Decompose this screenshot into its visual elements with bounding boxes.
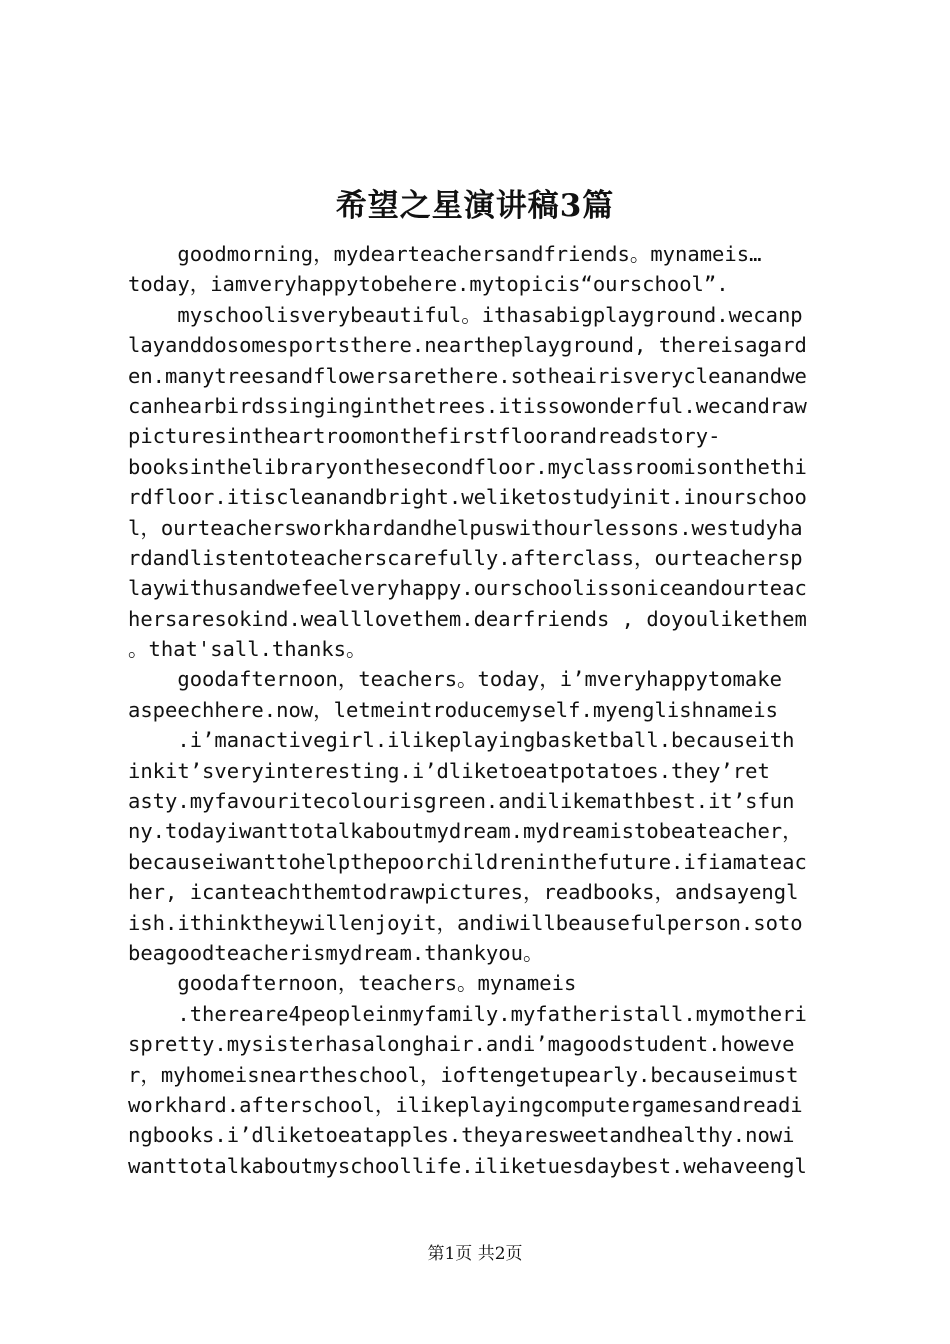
text-line: wanttotalkaboutmyschoollife.iliketuesdaybest.wehaveengl: [128, 1153, 807, 1178]
text-line: r，myhomeisneartheschool，ioftengetupearly.becauseimust: [128, 1062, 799, 1087]
text-line: inkit’sveryinteresting.i’dliketoeatpotatoes.they’ret: [128, 758, 770, 783]
text-line: goodafternoon，teachers。today，i’mveryhappytomake: [128, 667, 782, 692]
text-line: ngbooks.i’dliketoeatapples.theyaresweetandhealthy.nowi: [128, 1123, 795, 1148]
text-line: canhearbirdssinginginthetrees.itissowonderful.wecandraw: [128, 393, 807, 418]
text-line: aspeechhere.now，letmeintroducemyself.myenglishnameis: [128, 697, 778, 722]
text-line: .i’manactivegirl.ilikeplayingbasketball.becauseith: [128, 728, 795, 753]
document-body: [128, 239, 834, 1181]
document-title: 希望之星演讲稿3篇: [335, 188, 615, 224]
text-line: today，iamveryhappytobehere.mytopicis“ourschool”.: [128, 272, 729, 297]
text-line: en.manytreesandflowersarethere.sotheairisverycleanandwe: [128, 363, 807, 388]
text-line: workhard.afterschool，ilikeplayingcomputergamesandreadi: [128, 1092, 803, 1117]
text-line: .thereare4peopleinmyfamily.myfatheristall.mymotheri: [128, 1001, 807, 1026]
text-line: myschoolisverybeautiful。ithasabigplayground.wecanp: [128, 302, 803, 327]
text-line: ny.todayiwanttotalkaboutmydream.mydreamistobeateacher，: [128, 819, 803, 844]
text-line: beagoodteacherismydream.thankyou。: [128, 940, 544, 965]
text-line: rdfloor.itiscleanandbright.weliketostudyinit.inourschoo: [128, 485, 807, 510]
text-line: rdandlistentoteacherscarefully.afterclass，ourteachersp: [128, 545, 803, 570]
text-line: hersaresokind.wealllovethem.dearfriends , doyoulikethem: [128, 606, 807, 631]
text-line: her, icanteachthemtodrawpictures，readbooks，andsayengl: [128, 880, 799, 905]
text-line: 。that'sall.thanks。: [128, 637, 367, 662]
text-line: becauseiwanttohelpthepoorchildreninthefuture.ifiamateac: [128, 849, 807, 874]
text-line: asty.myfavouritecolourisgreen.andilikemathbest.it’sfun: [128, 789, 795, 814]
text-line: booksinthelibraryonthesecondfloor.myclassroomisonthethi: [128, 454, 807, 479]
text-line: l，ourteachersworkhardandhelpuswithourlessons.westudyha: [128, 515, 803, 540]
text-line: spretty.mysisterhasalonghair.andi’magoodstudent.howeve: [128, 1032, 795, 1057]
text-line: layanddosomesportsthere.neartheplayground, thereisagard: [128, 333, 807, 358]
text-line: goodafternoon，teachers。mynameis: [128, 971, 577, 996]
page-number: 第1页 共2页: [427, 1244, 523, 1264]
text-line: ish.ithinktheywillenjoyit，andiwillbeausefulperson.soto: [128, 910, 803, 935]
text-line: laywithusandwefeelveryhappy.ourschoolissoniceandourteac: [128, 576, 807, 601]
text-line: goodmorning，mydearteachersandfriends。mynameis…: [128, 242, 762, 266]
text-line: picturesintheartroomonthefirstfloorandreadstory-: [128, 424, 721, 449]
